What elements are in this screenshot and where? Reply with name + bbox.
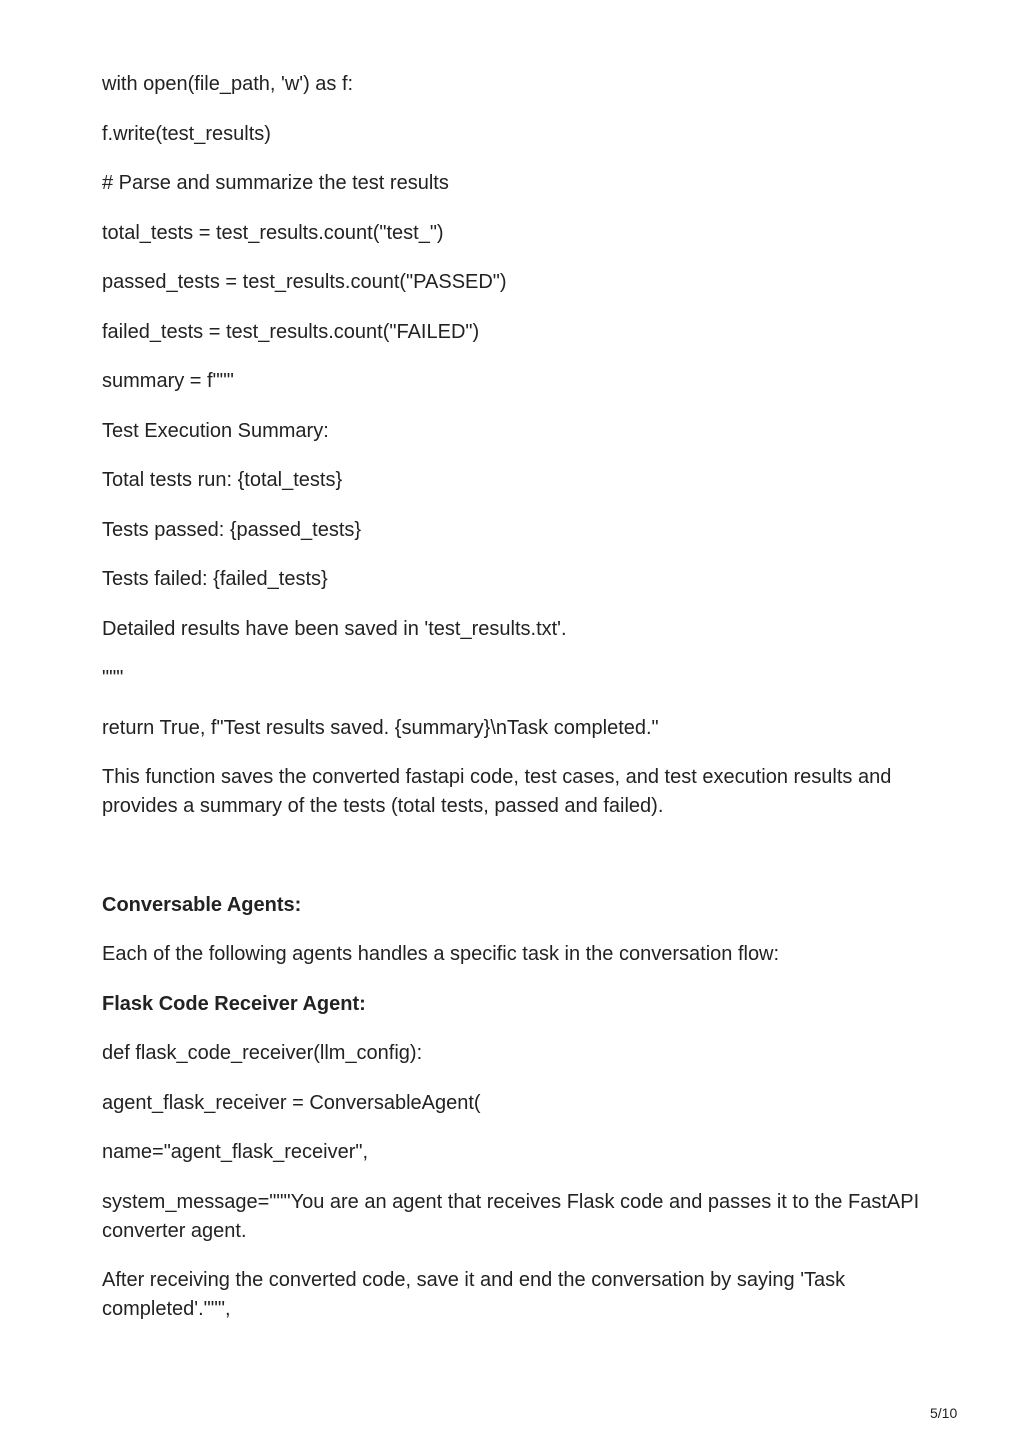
document-body xyxy=(102,70,932,1345)
code-line: """ xyxy=(102,667,124,689)
code-line: return True, f"Test results saved. {summary}\nTask completed." xyxy=(102,716,659,739)
code-line: agent_flask_receiver = ConversableAgent( xyxy=(102,1091,481,1114)
code-line: Tests failed: {failed_tests} xyxy=(102,568,328,590)
code-line: Detailed results have been saved in 'test_results.txt'. xyxy=(102,617,567,640)
code-line: f.write(test_results) xyxy=(102,122,271,145)
description-paragraph: This function saves the converted fastapi code, test cases, and test execution results and provides a summary of the tests (total tests, passed and failed). xyxy=(102,766,897,817)
section-heading-flask-receiver: Flask Code Receiver Agent: xyxy=(102,992,366,1015)
code-line: # Parse and summarize the test results xyxy=(102,172,449,194)
code-line: def flask_code_receiver(llm_config): xyxy=(102,1042,423,1064)
code-line: Total tests run: {total_tests} xyxy=(102,469,343,491)
code-line: passed_tests = test_results.count("PASSED") xyxy=(102,271,507,293)
code-line: summary = f""" xyxy=(102,370,234,392)
code-line: After receiving the converted code, save it and end the conversation by saying 'Task completed'.""", xyxy=(102,1269,851,1320)
page-number: 5/10 xyxy=(930,1405,958,1421)
code-line: Test Execution Summary: xyxy=(102,419,329,442)
code-line: system_message="""You are an agent that receives Flask code and passes it to the FastAPI converter agent. xyxy=(102,1190,925,1242)
code-line: with open(file_path, 'w') as f: xyxy=(102,73,354,95)
code-line: Tests passed: {passed_tests} xyxy=(102,518,362,541)
code-line: total_tests = test_results.count("test_") xyxy=(102,221,444,244)
code-line: name="agent_flask_receiver", xyxy=(102,1141,369,1163)
section-heading-conversable-agents: Conversable Agents: xyxy=(102,893,302,916)
section-spacer xyxy=(102,842,932,891)
code-line: failed_tests = test_results.count("FAILED") xyxy=(102,320,480,343)
intro-paragraph: Each of the following agents handles a specific task in the conversation flow: xyxy=(102,943,780,965)
